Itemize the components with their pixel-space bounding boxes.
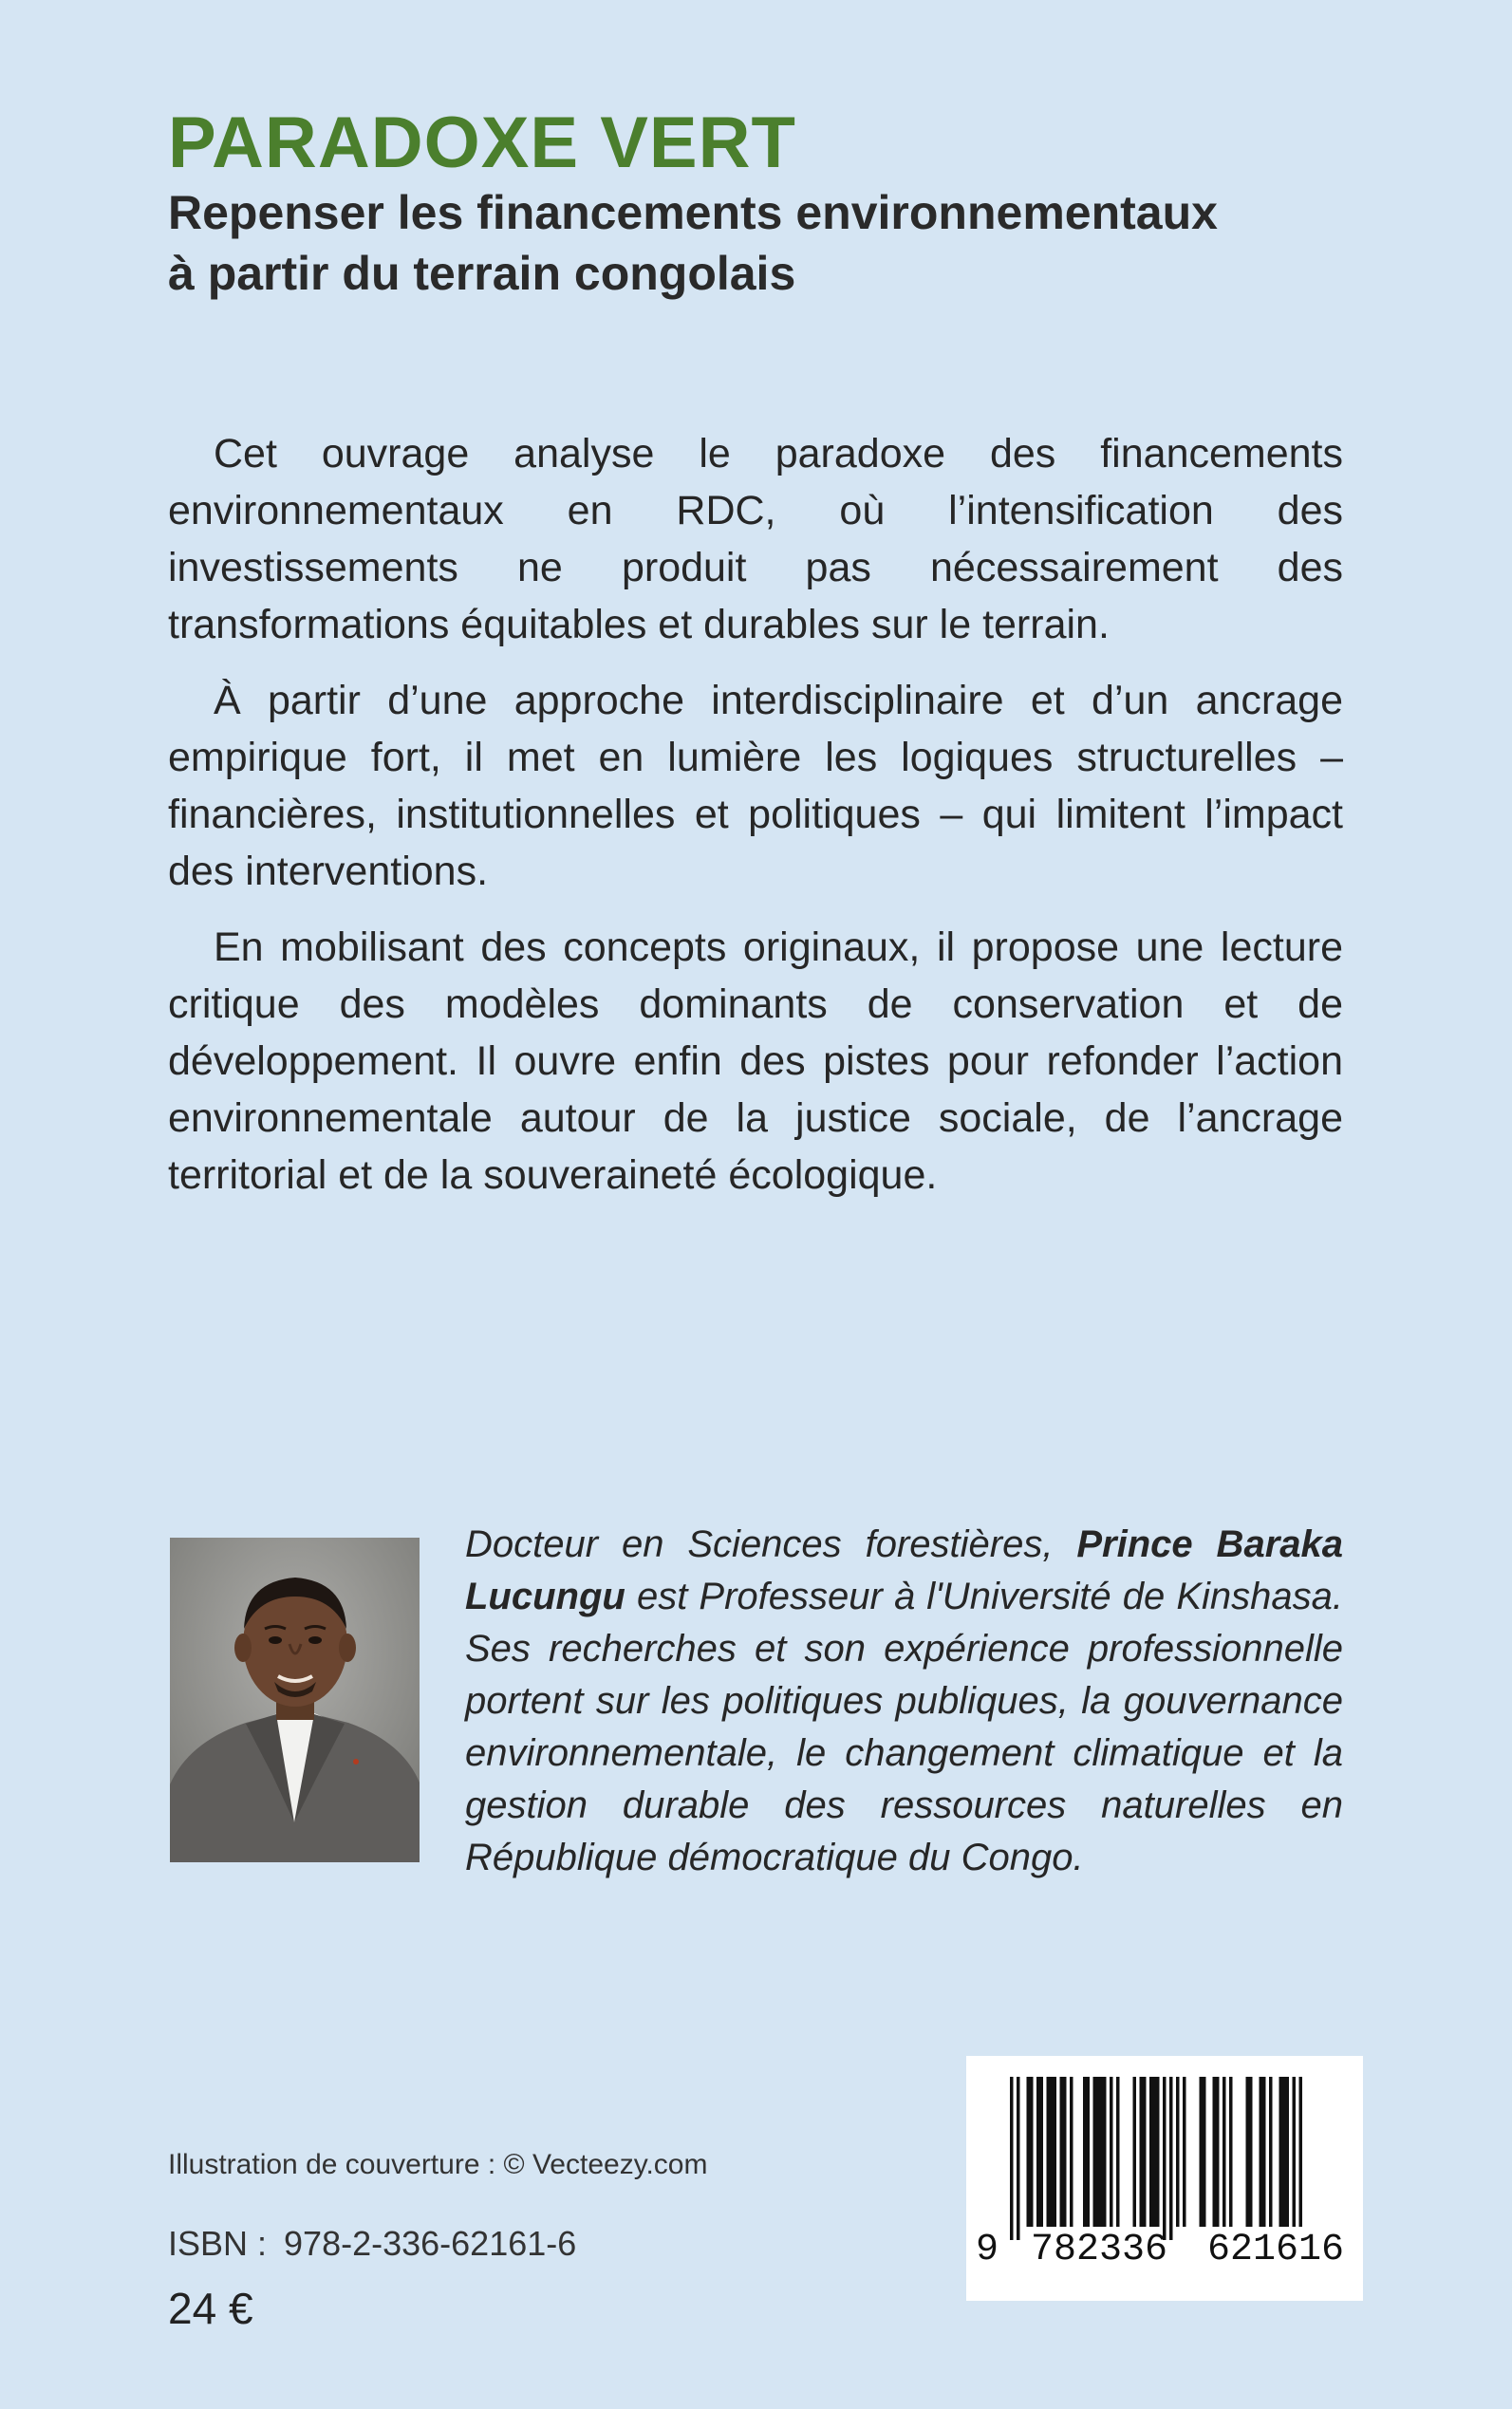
barcode-bar xyxy=(1030,2077,1034,2227)
barcode-bar xyxy=(1203,2077,1206,2227)
barcode-bar xyxy=(1116,2077,1120,2227)
barcode-bar xyxy=(1229,2077,1233,2227)
barcode-bar xyxy=(1070,2077,1073,2227)
barcode-bar xyxy=(1169,2077,1173,2240)
barcode-bar xyxy=(1246,2077,1250,2227)
barcode-bar xyxy=(1010,2077,1014,2240)
barcode-bar xyxy=(1133,2077,1137,2227)
author-portrait-illustration xyxy=(170,1538,420,1862)
isbn xyxy=(168,2223,576,2265)
barcode-bar xyxy=(1176,2077,1180,2227)
cover-illustration-credit: Illustration de couverture : © Vecteezy.com xyxy=(168,2149,708,2180)
barcode-bar xyxy=(1269,2077,1273,2227)
barcode-bar xyxy=(1282,2077,1286,2227)
subtitle-line-2: à partir du terrain congolais xyxy=(168,247,796,300)
barcode-bar xyxy=(1153,2077,1157,2227)
barcode-bar xyxy=(1183,2077,1186,2227)
barcode-bar xyxy=(1096,2077,1100,2227)
author-biography xyxy=(465,1519,1343,1884)
barcode-bar xyxy=(1213,2077,1217,2227)
barcode-bar xyxy=(1216,2077,1220,2227)
barcode-bar xyxy=(1017,2077,1020,2240)
barcode-bar xyxy=(1063,2077,1067,2227)
barcode-bar xyxy=(1054,2077,1057,2227)
barcode-digits xyxy=(966,2223,1363,2276)
barcode-bar xyxy=(1223,2077,1226,2227)
barcode-bar xyxy=(1040,2077,1044,2227)
book-title: PARADOXE VERT xyxy=(168,103,796,183)
synopsis-paragraph-2: À partir d’une approche interdisciplinaire et d’un ancrage empirique fort, il met en lumière les logiques structurelles – financières, institutionnelles et politiques – qui limitent l’impact des interventions. xyxy=(168,678,1343,894)
barcode-bar xyxy=(1100,2077,1104,2227)
isbn-label: ISBN : xyxy=(168,2224,268,2263)
isbn-number: 978-2-336-62161-6 xyxy=(284,2224,577,2263)
bio-intro: Docteur en Sciences forestières, xyxy=(465,1523,1054,1565)
barcode xyxy=(966,2056,1363,2301)
barcode-digits-left: 782336 xyxy=(1031,2229,1168,2271)
barcode-digits-right: 621616 xyxy=(1207,2229,1345,2271)
barcode-bar xyxy=(1279,2077,1283,2227)
barcode-bar xyxy=(1156,2077,1160,2227)
barcode-bar xyxy=(1110,2077,1113,2227)
book-subtitle xyxy=(168,182,1345,304)
barcode-bar xyxy=(1249,2077,1253,2227)
barcode-bar xyxy=(1047,2077,1051,2227)
author-name: Prince Baraka Lucungu xyxy=(465,1523,1343,1617)
author-photo xyxy=(170,1538,420,1862)
barcode-bar xyxy=(1260,2077,1263,2227)
barcode-bar xyxy=(1060,2077,1064,2227)
barcode-bar xyxy=(1050,2077,1054,2227)
barcode-bar xyxy=(1036,2077,1040,2227)
barcode-bar xyxy=(1087,2077,1091,2227)
barcode-bar xyxy=(1083,2077,1087,2227)
barcode-bar xyxy=(1140,2077,1144,2227)
barcode-bar xyxy=(1286,2077,1290,2227)
subtitle-line-1: Repenser les financements environnementaux xyxy=(168,186,1218,239)
barcode-digit-first: 9 xyxy=(976,2229,999,2271)
barcode-bar xyxy=(1293,2077,1297,2227)
bio-rest: est Professeur à l'Université de Kinshasa. Ses recherches et son expérience professionnelle portent sur les politiques publiques, la gouvernance environnementale, le changement climatique et la gestion durable des ressources naturelles en République démocratique du Congo. xyxy=(465,1576,1343,1878)
barcode-bar xyxy=(1149,2077,1153,2227)
price: 24 € xyxy=(168,2284,253,2333)
synopsis-paragraph-1: Cet ouvrage analyse le paradoxe des financements environnementaux en RDC, où l’intensification des investissements ne produit pas nécessairement des transformations équitables et durables sur le terrain. xyxy=(168,431,1343,647)
barcode-bar xyxy=(1299,2077,1303,2227)
synopsis xyxy=(168,425,1343,1223)
barcode-bar xyxy=(1163,2077,1167,2240)
barcode-bar xyxy=(1027,2077,1031,2227)
barcode-bar xyxy=(1093,2077,1097,2227)
barcode-bar xyxy=(1200,2077,1204,2227)
barcode-bar xyxy=(1103,2077,1107,2227)
barcode-bar xyxy=(1143,2077,1147,2227)
barcode-bar xyxy=(1262,2077,1266,2227)
synopsis-paragraph-3: En mobilisant des concepts originaux, il propose une lecture critique des modèles dominants de conservation et de développement. Il ouvre enfin des pistes pour refonder l’action environnementale autour de la justice sociale, de l’ancrage territorial et de la souveraineté écologique. xyxy=(168,924,1343,1198)
